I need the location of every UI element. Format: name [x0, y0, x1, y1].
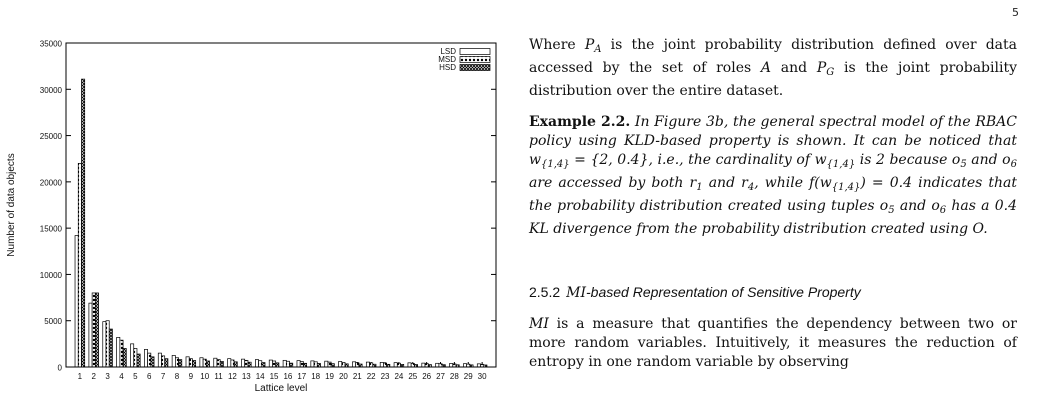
bar-lsd — [450, 363, 453, 367]
paragraph-definition: Where $P_A$ is the joint probability distribution defined over data accessed by the set of roles A and $P_G$ is the joint probability distribution over the entire dataset. — [529, 37, 1018, 99]
x-tick-label: 2 — [91, 372, 96, 381]
x-tick-label: 9 — [188, 372, 194, 381]
bar-hsd — [95, 293, 98, 367]
bar-hsd — [109, 329, 112, 367]
bar-lsd — [408, 363, 411, 367]
bar-lsd — [311, 361, 314, 367]
x-tick-label: 21 — [352, 372, 362, 381]
bar-msd — [161, 356, 164, 367]
bar-msd — [397, 363, 400, 367]
page-number: 5 — [1012, 6, 1019, 19]
bar-msd — [411, 363, 414, 367]
bar-hsd — [220, 361, 223, 367]
bar-hsd — [290, 363, 293, 367]
bar-msd — [300, 362, 303, 367]
bar-lsd — [117, 337, 120, 367]
y-tick-label: 5000 — [44, 317, 62, 327]
bar-msd — [231, 360, 234, 367]
bar-msd — [314, 362, 317, 367]
bar-hsd — [179, 360, 182, 367]
bar-lsd — [228, 359, 231, 367]
bar-hsd — [165, 359, 168, 367]
bar-lsd — [422, 363, 425, 367]
bar-lsd — [158, 353, 161, 367]
bar-lsd — [186, 357, 189, 367]
paragraph-mi: MI is a measure that quantifies the dependency between two or more random variables. Intuitively, it measures the reduction of entropy in one random variable by observing — [529, 316, 1017, 370]
x-tick-label: 12 — [227, 372, 237, 381]
bar-lsd — [172, 355, 175, 367]
bar-msd — [425, 364, 428, 367]
x-axis-label: Lattice level — [254, 383, 308, 394]
x-tick-label: 6 — [146, 372, 152, 381]
bar-lsd — [380, 362, 383, 367]
bar-hsd — [303, 363, 306, 367]
example-paragraph: Example 2.2. In Figure 3b, the general spectral model of the RBAC policy using KLD-based property is shown. It can be noticed that $w_{\{1,4\}} = \{2$, 0.4}, i.e., the cardinality of $w_{\{1,4\}}$ is 2 because $o_5$ and $o_6$ are accessed by both $r_1$ and $r_4$, while $f(w_{\{1,4\}}) = 0.4$ indicates that the probability distribution created using tuples $o_5$ and $o_6$ has a 0.4 KL divergence from the probability distribution created using O. — [529, 114, 1018, 237]
x-tick-label: 14 — [255, 372, 265, 381]
x-tick-label: 20 — [338, 372, 348, 381]
legend-swatch — [460, 65, 490, 71]
legend-swatch — [460, 49, 490, 55]
bar-msd — [92, 293, 95, 367]
bar-msd — [356, 363, 359, 367]
y-axis-label: Number of data objects — [6, 153, 17, 257]
bar-lsd — [214, 358, 217, 367]
bar-msd — [342, 362, 345, 367]
bar-lsd — [131, 344, 134, 367]
bar-hsd — [137, 354, 140, 367]
bar-lsd — [394, 363, 397, 367]
x-tick-label: 4 — [119, 372, 124, 381]
x-tick-label: 17 — [297, 372, 307, 381]
legend-label: HSD — [439, 63, 456, 72]
section-heading: 2.5.2 MI-based Representation of Sensitive Property — [529, 284, 861, 301]
x-tick-label: 30 — [477, 372, 487, 381]
bar-lsd — [339, 361, 342, 367]
x-tick-label: 5 — [133, 372, 138, 381]
bar-chart — [0, 30, 505, 417]
x-tick-label: 18 — [311, 372, 321, 381]
bar-hsd — [317, 363, 320, 367]
bar-msd — [148, 353, 151, 367]
bar-lsd — [325, 361, 328, 367]
bar-hsd — [234, 362, 237, 367]
bar-msd — [286, 361, 289, 367]
bar-hsd — [262, 363, 265, 367]
x-tick-label: 27 — [436, 372, 445, 381]
bar-lsd — [283, 360, 286, 367]
legend-label: MSD — [438, 55, 456, 64]
bar-hsd — [123, 348, 126, 367]
bar-msd — [217, 360, 220, 367]
legend-swatch — [460, 57, 490, 63]
bar-msd — [272, 361, 275, 367]
bar-msd — [120, 340, 123, 367]
bar-hsd — [192, 361, 195, 367]
x-tick-label: 13 — [241, 372, 251, 381]
x-tick-label: 28 — [449, 372, 459, 381]
bar-msd — [106, 321, 109, 367]
bar-msd — [189, 359, 192, 367]
bar-msd — [370, 363, 373, 367]
bar-msd — [203, 359, 206, 367]
chart-legend — [438, 47, 490, 72]
bar-hsd — [206, 361, 209, 367]
bar-lsd — [436, 363, 439, 367]
bar-msd — [175, 358, 178, 367]
x-tick-label: 8 — [174, 372, 180, 381]
bar-msd — [78, 163, 81, 367]
bar-lsd — [75, 236, 78, 367]
y-tick-label: 35000 — [39, 39, 62, 49]
bar-msd — [383, 363, 386, 367]
bar-hsd — [81, 79, 84, 367]
x-tick-label: 11 — [214, 372, 223, 381]
x-tick-label: 1 — [77, 372, 83, 381]
x-tick-label: 19 — [325, 372, 335, 381]
bar-lsd — [352, 362, 355, 367]
x-tick-label: 15 — [269, 372, 279, 381]
x-tick-label: 26 — [422, 372, 432, 381]
bar-lsd — [144, 349, 147, 367]
bar-msd — [259, 361, 262, 367]
x-tick-label: 3 — [105, 372, 110, 381]
x-tick-label: 24 — [394, 372, 404, 381]
x-tick-label: 16 — [283, 372, 293, 381]
x-tick-label: 23 — [380, 372, 390, 381]
bar-lsd — [200, 358, 203, 367]
y-tick-label: 20000 — [39, 178, 62, 188]
bar-lsd — [366, 362, 369, 367]
y-tick-label: 30000 — [39, 85, 62, 95]
legend-label: LSD — [440, 47, 456, 56]
y-tick-label: 15000 — [39, 224, 62, 234]
bar-lsd — [269, 360, 272, 367]
body-text — [529, 36, 1017, 372]
bar-hsd — [248, 362, 251, 367]
x-tick-label: 29 — [463, 372, 473, 381]
bar-lsd — [89, 303, 92, 367]
bar-msd — [245, 360, 248, 367]
x-tick-label: 25 — [408, 372, 418, 381]
x-tick-label: 22 — [366, 372, 376, 381]
y-tick-label: 0 — [57, 363, 62, 373]
bar-hsd — [276, 363, 279, 367]
bar-lsd — [241, 359, 244, 367]
bar-lsd — [255, 360, 258, 367]
y-tick-label: 10000 — [39, 270, 62, 280]
x-tick-label: 10 — [200, 372, 210, 381]
bar-lsd — [297, 361, 300, 367]
plot-frame — [66, 43, 496, 367]
bar-hsd — [151, 357, 154, 367]
y-tick-label: 25000 — [39, 132, 62, 142]
x-tick-label: 7 — [160, 372, 166, 381]
bar-msd — [328, 362, 331, 367]
bar-lsd — [103, 322, 106, 367]
bar-msd — [134, 348, 137, 367]
